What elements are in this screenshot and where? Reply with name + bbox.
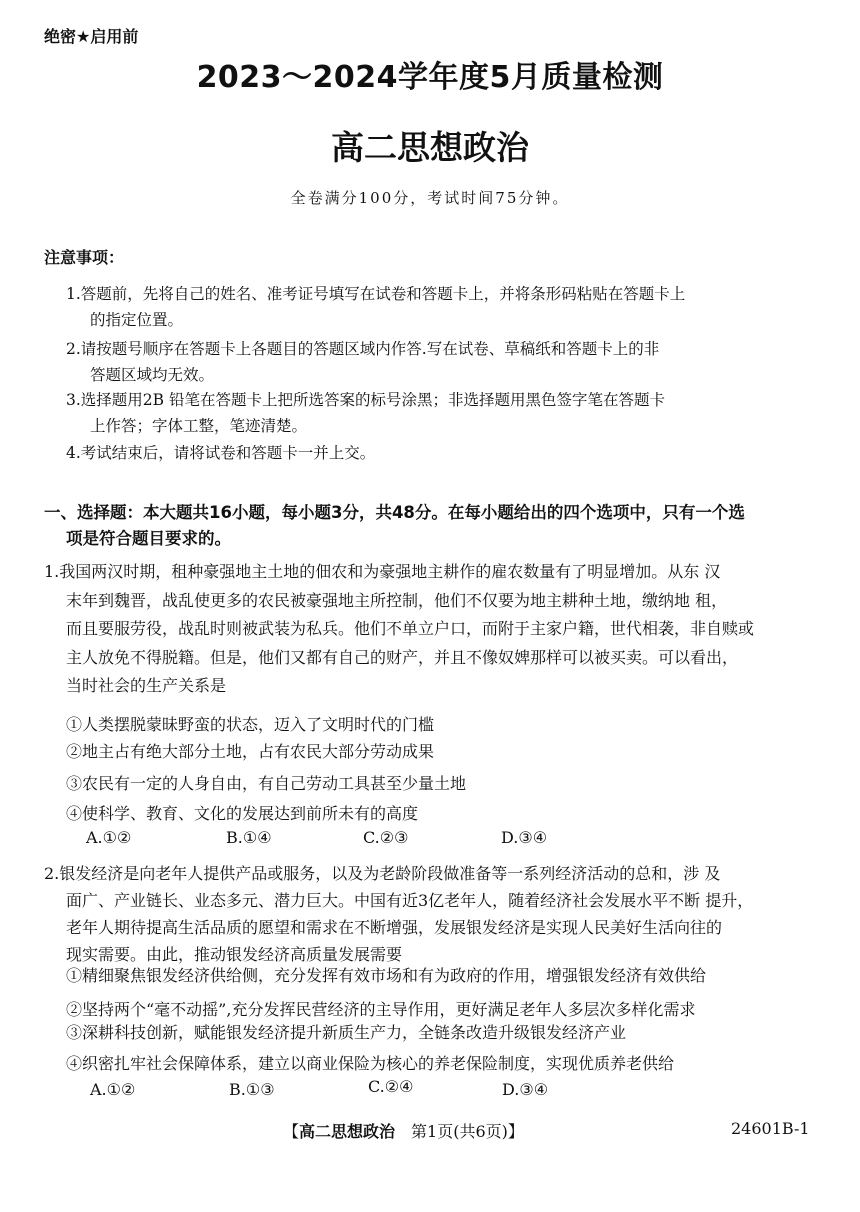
stem-line: 现实需要。由此，推动银发经济高质量发展需要 <box>66 945 403 964</box>
footer-subject: 高二思想政治 <box>299 1122 396 1141</box>
question-2-option: ④织密扎牢社会保障体系，建立以商业保险为核心的养老保险制度，实现优质养老供给 <box>66 1054 675 1073</box>
question-2-option: ①精细聚焦银发经济供给侧，充分发挥有效市场和有为政府的作用，增强银发经济有效供给 <box>66 966 707 985</box>
stem-line: 当时社会的生产关系是 <box>66 676 227 695</box>
question-1-option: ②地主占有绝大部分土地，占有农民大部分劳动成果 <box>66 742 435 761</box>
note-item <box>66 440 375 466</box>
note-line: 2.请按题号顺序在答题卡上各题目的答题区域内作答.写在试卷、草稿纸和答题卡上的非 <box>66 340 660 358</box>
confidential-label: 绝密★启用前 <box>44 27 139 46</box>
subject-title: 高二思想政治 <box>331 128 529 167</box>
stem-line: 1.我国两汉时期，租种豪强地主土地的佃农和为豪强地主耕作的雇农数量有了明显增加。从东 汉 <box>44 562 721 581</box>
footer-page-number: 第1页(共6页) <box>395 1122 508 1141</box>
page-footer <box>283 1119 524 1142</box>
stem-line: 末年到魏晋，战乱使更多的农民被豪强地主所控制，他们不仅要为地主耕种土地，缴纳地 租， <box>66 590 728 610</box>
question-1-option: ④使科学、教育、文化的发展达到前所未有的高度 <box>66 804 419 823</box>
note-item <box>66 281 685 333</box>
question-2-stem <box>44 860 753 968</box>
question-2-choice-c: C.②④ <box>368 1077 414 1096</box>
stem-line: 面广、产业链长、业态多元、潜力巨大。中国有近3亿老年人，随着经济社会发展水平不断 提升， <box>66 891 754 910</box>
note-line: 的指定位置。 <box>90 311 184 329</box>
stem-line: 而且要服劳役，战乱时则被武装为私兵。他们不单立户口，而附于主家户籍，世代相袭，非自赎或 <box>66 619 755 638</box>
footer-bracket-close: 】 <box>507 1122 524 1141</box>
question-1-choice-b: B.①④ <box>226 828 272 847</box>
section-heading-line: 项是符合题目要求的。 <box>66 529 231 548</box>
exam-title: 2023～2024学年度5月质量检测 <box>196 60 664 95</box>
note-line: 1.答题前，先将自己的姓名、准考证号填写在试卷和答题卡上，并将条形码粘贴在答题卡上 <box>66 285 686 303</box>
note-item <box>66 336 659 388</box>
footer-bracket-open: 【 <box>283 1122 300 1141</box>
question-2-option: ②坚持两个“毫不动摇”,充分发挥民营经济的主导作用，更好满足老年人多层次多样化需求 <box>66 1000 696 1019</box>
question-1-option: ①人类摆脱蒙昧野蛮的状态，迈入了文明时代的门槛 <box>66 715 435 734</box>
question-1-stem <box>44 558 754 701</box>
note-line: 4.考试结束后，请将试卷和答题卡一并上交。 <box>66 444 376 462</box>
section-heading <box>44 500 745 552</box>
question-1-choice-d: D.③④ <box>501 828 548 847</box>
question-2-option: ③深耕科技创新，赋能银发经济提升新质生产力，全链条改造升级银发经济产业 <box>66 1023 627 1042</box>
question-2-choice-b: B.①③ <box>229 1080 275 1099</box>
note-line: 3.选择题用2B 铅笔在答题卡上把所选答案的标号涂黑；非选择题用黑色签字笔在答题卡 <box>66 391 665 409</box>
question-1-option: ③农民有一定的人身自由，有自己劳动工具甚至少量土地 <box>66 774 467 793</box>
notes-heading: 注意事项： <box>44 248 125 267</box>
stem-line: 2.银发经济是向老年人提供产品或服务，以及为老龄阶段做准备等一系列经济活动的总和，涉 及 <box>44 864 721 883</box>
note-line: 答题区域均无效。 <box>90 366 215 384</box>
exam-info: 全卷满分100分，考试时间75分钟。 <box>290 189 570 207</box>
paper-code: 24601B-1 <box>731 1119 810 1138</box>
note-item <box>66 387 665 439</box>
stem-line: 主人放免不得脱籍。但是，他们又都有自己的财产，并且不像奴婢那样可以被买卖。可以看出， <box>66 647 739 667</box>
question-2-choice-a: A.①② <box>90 1080 136 1099</box>
stem-line: 老年人期待提高生活品质的愿望和需求在不断增强，发展银发经济是实现人民美好生活向往的 <box>66 918 723 937</box>
section-heading-line: 一、选择题：本大题共16小题，每小题3分，共48分。在每小题给出的四个选项中，只有一个选 <box>44 503 745 522</box>
question-1-choice-c: C.②③ <box>363 828 409 847</box>
note-line: 上作答；字体工整，笔迹清楚。 <box>90 417 308 435</box>
question-1-choice-a: A.①② <box>86 828 132 847</box>
question-2-choice-d: D.③④ <box>502 1080 549 1099</box>
